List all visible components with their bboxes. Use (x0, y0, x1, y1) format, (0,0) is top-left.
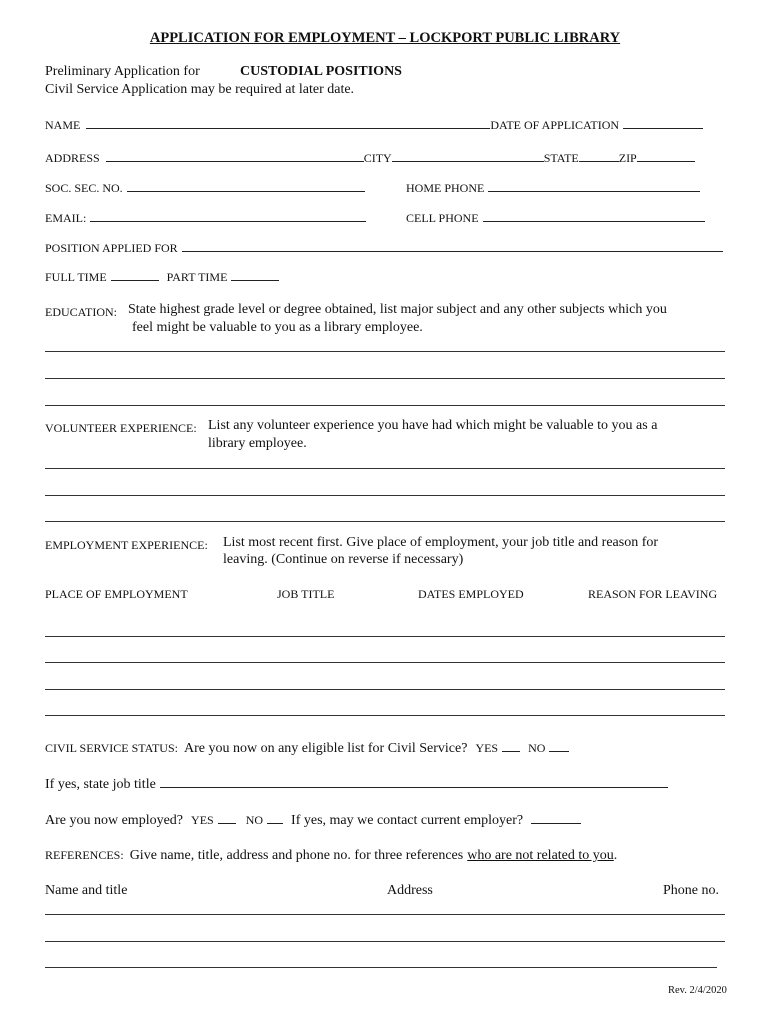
civil-service-row (45, 740, 569, 757)
full-time-label: FULL TIME (45, 270, 107, 284)
employment-line[interactable] (45, 715, 725, 716)
city-field[interactable] (392, 150, 544, 162)
soc-sec-field[interactable] (127, 180, 365, 192)
civil-service-job-title-field[interactable] (160, 776, 668, 788)
part-time-label: PART TIME (166, 270, 228, 284)
reference-column-phone: Phone no. (663, 883, 719, 898)
education-line[interactable] (45, 378, 725, 379)
zip-label: ZIP (618, 151, 637, 165)
full-time-field[interactable] (111, 269, 159, 281)
employment-line[interactable] (45, 689, 725, 690)
reference-column-name: Name and title (45, 883, 128, 898)
email-row (45, 210, 366, 226)
volunteer-line[interactable] (45, 495, 725, 496)
civil-service-no-field[interactable] (549, 740, 569, 752)
date-of-application-label: DATE OF APPLICATION (490, 118, 620, 132)
education-line[interactable] (45, 351, 725, 352)
revision-date: Rev. 2/4/2020 (668, 985, 727, 996)
education-line[interactable] (45, 405, 725, 406)
home-phone-label: HOME PHONE (406, 181, 485, 195)
civil-service-no-label: NO (528, 741, 546, 755)
job-title-row (45, 776, 668, 793)
employed-no-label: NO (245, 813, 264, 827)
name-row (45, 117, 723, 133)
reference-column-address: Address (387, 883, 433, 898)
employment-instructions-line2: leaving. (Continue on reverse if necessary) (223, 552, 464, 567)
volunteer-label: VOLUNTEER EXPERIENCE: (45, 421, 197, 435)
volunteer-line[interactable] (45, 521, 725, 522)
civil-service-note: Civil Service Application may be required at later date. (45, 82, 355, 97)
date-of-application-field[interactable] (623, 117, 703, 129)
contact-employer-question: If yes, may we contact current employer? (291, 813, 524, 828)
education-instructions-line2: feel might be valuable to you as a library employee. (132, 320, 423, 335)
volunteer-line[interactable] (45, 468, 725, 469)
column-reason-for-leaving: REASON FOR LEAVING (588, 587, 718, 601)
reference-line[interactable] (45, 941, 725, 942)
zip-field[interactable] (637, 150, 695, 162)
references-instructions: Give name, title, address and phone no. for three references (129, 848, 464, 863)
column-place-of-employment: PLACE OF EMPLOYMENT (45, 587, 188, 601)
employment-line[interactable] (45, 636, 725, 637)
position-applied-field[interactable] (182, 240, 723, 252)
cell-phone-field[interactable] (483, 210, 705, 222)
cell-phone-row (406, 210, 705, 226)
preliminary-label: Preliminary Application for (45, 64, 200, 79)
civil-service-yes-label: YES (475, 741, 499, 755)
civil-service-yes-field[interactable] (502, 740, 520, 752)
references-period: . (613, 848, 618, 863)
state-label: STATE (543, 151, 579, 165)
home-phone-row (406, 180, 700, 196)
currently-employed-row (45, 812, 581, 829)
employment-line[interactable] (45, 662, 725, 663)
part-time-field[interactable] (231, 269, 279, 281)
position-title: CUSTODIAL POSITIONS (240, 64, 402, 79)
column-job-title: JOB TITLE (277, 587, 335, 601)
references-label: REFERENCES: (45, 848, 124, 862)
employed-yes-field[interactable] (218, 812, 236, 824)
home-phone-field[interactable] (488, 180, 700, 192)
education-label: EDUCATION: (45, 305, 117, 319)
education-instructions-line1: State highest grade level or degree obtained, list major subject and any other subjects which you (128, 302, 667, 317)
form-title: APPLICATION FOR EMPLOYMENT – LOCKPORT PUBLIC LIBRARY (149, 30, 621, 46)
employed-question: Are you now employed? (45, 813, 184, 828)
employment-type-row (45, 269, 279, 285)
civil-service-question: Are you now on any eligible list for Civil Service? (183, 741, 468, 756)
name-field[interactable] (86, 117, 490, 129)
reference-line[interactable] (45, 967, 717, 968)
position-applied-row (45, 240, 723, 256)
reference-line[interactable] (45, 914, 725, 915)
address-label: ADDRESS (45, 151, 100, 165)
soc-sec-label: SOC. SEC. NO. (45, 181, 123, 195)
name-label: NAME (45, 118, 81, 132)
email-label: EMAIL: (45, 211, 87, 225)
employment-label: EMPLOYMENT EXPERIENCE: (45, 538, 208, 552)
employed-no-field[interactable] (267, 812, 283, 824)
email-field[interactable] (90, 210, 366, 222)
volunteer-instructions-line1: List any volunteer experience you have had which might be valuable to you as a (208, 418, 658, 433)
employment-instructions-line1: List most recent first. Give place of employment, your job title and reason for (223, 535, 659, 550)
column-dates-employed: DATES EMPLOYED (418, 587, 524, 601)
volunteer-instructions-line2: library employee. (208, 436, 307, 451)
address-row (45, 150, 723, 166)
if-yes-job-title-label: If yes, state job title (45, 777, 156, 792)
contact-employer-field[interactable] (531, 812, 581, 824)
state-field[interactable] (579, 150, 619, 162)
city-label: CITY (363, 151, 392, 165)
references-row (45, 848, 617, 864)
cell-phone-label: CELL PHONE (406, 211, 479, 225)
employed-yes-label: YES (191, 813, 214, 827)
civil-service-label: CIVIL SERVICE STATUS: (45, 741, 178, 755)
address-field[interactable] (106, 150, 364, 162)
position-applied-label: POSITION APPLIED FOR (45, 241, 178, 255)
soc-sec-row (45, 180, 365, 196)
references-not-related: who are not related to you (467, 848, 614, 863)
